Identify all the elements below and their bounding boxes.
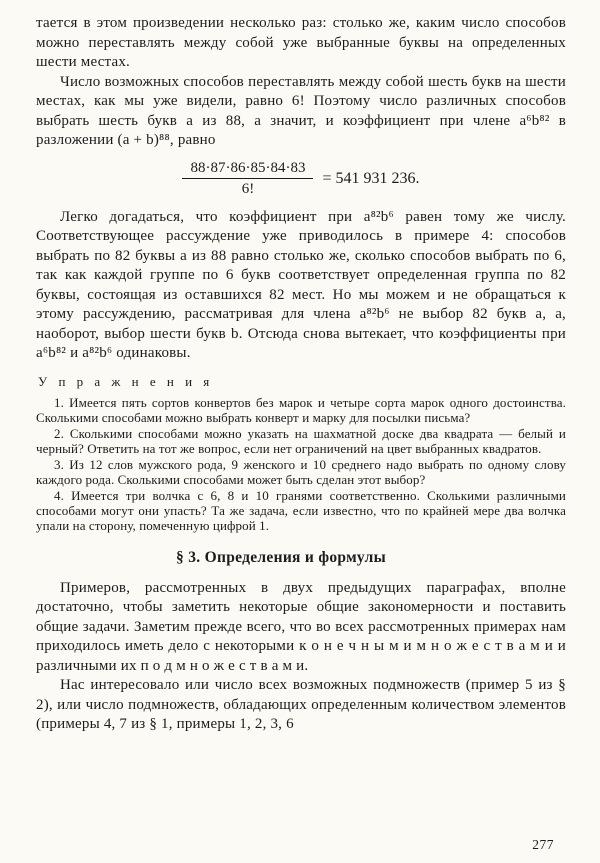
fraction-numerator: 88·87·86·85·84·83 — [182, 160, 313, 180]
paragraph-closing: Нас интересовало или число всех возможных подмножеств (пример 5 из § 2), или число подмножеств, обладающих определенным количеством элементов (примеры 4, 7 из § 1, примеры 1, 2, 3, 6 — [36, 677, 566, 732]
exercise-item-4: 4. Имеется три волчка с 6, 8 и 10 гранями соответственно. Сколькими различными способами могут они упасть? Та же задача, если известно, что по крайней мере два волчка упали на сторону, помеченную цифрой 1. — [36, 487, 566, 533]
paragraph-continuation: тается в этом произведении несколько раз: столько же, каким число способов можно переставлять между собой уже выбранные буквы на определенных шести местах. — [36, 15, 566, 70]
exercise-item-2: 2. Сколькими способами можно указать на шахматной доске два квадрата — белый и черный? Ответить на тот же вопрос, если нет ограничений на цвет выбранных квадратов. — [36, 425, 566, 456]
fraction — [182, 160, 313, 198]
exercise-item-3: 3. Из 12 слов мужского рода, 9 женского и 10 среднего надо выбрать по одному слову каждого рода. Сколькими способами может быть сделан этот выбор? — [36, 456, 566, 487]
paragraph-permutations: Число возможных способов переставлять между собой шесть букв на шести местах, как мы уже видели, равно 6! Поэтому число различных способов выбрать шесть букв a из 88, а значит, и коэффициент при члене a⁶b⁸² в разложении (a + b)⁸⁸, равно — [36, 73, 566, 148]
paragraph-symmetry: Легко догадаться, что коэффициент при a⁸²b⁶ равен тому же числу. Соответствующее рассуждение уже приводилось в примере 4: способов выбрать по 82 буквы a из 88 равно столько же, сколько способов выбрать по 6, так как каждой группе по 6 букв соответствует определенная группа по 82 буквы, состоящая из оставшихся 82 мест. Но мы можем и не обращаться к этому рассуждению, рассматривая для члена a⁸²b⁶ не выбор 82 букв a, а, наоборот, выбор шести букв b. Отсюда снова вытекает, что коэффициенты при a⁶b⁸² и a⁸²b⁶ одинаковы. — [36, 208, 566, 361]
page-number: 277 — [532, 837, 554, 852]
formula-binomial-coefficient — [36, 160, 566, 198]
exercise-item-1: 1. Имеется пять сортов конвертов без марок и четыре сорта марок одного достоинства. Сколькими способами можно выбрать конверт и марку для посылки письма? — [36, 394, 566, 425]
paragraph-section-intro: Примеров, рассмотренных в двух предыдущих параграфах, вполне достаточно, чтобы заметить некоторые общие закономерности и поставить общие задачи. Заметим прежде всего, что во всех рассмотренных примерах нам приходилось иметь дело с некоторыми к о н е ч н ы м и м н о ж е с т в а м и и различными их п о д м н о ж е с т в а м и. — [36, 579, 566, 674]
fraction-denominator: 6! — [241, 181, 255, 197]
exercises-title: У п р а ж н е н и я — [38, 373, 214, 389]
section-heading: § 3. Определения и формулы — [175, 548, 386, 566]
formula-result: = 541 931 236. — [322, 169, 420, 187]
